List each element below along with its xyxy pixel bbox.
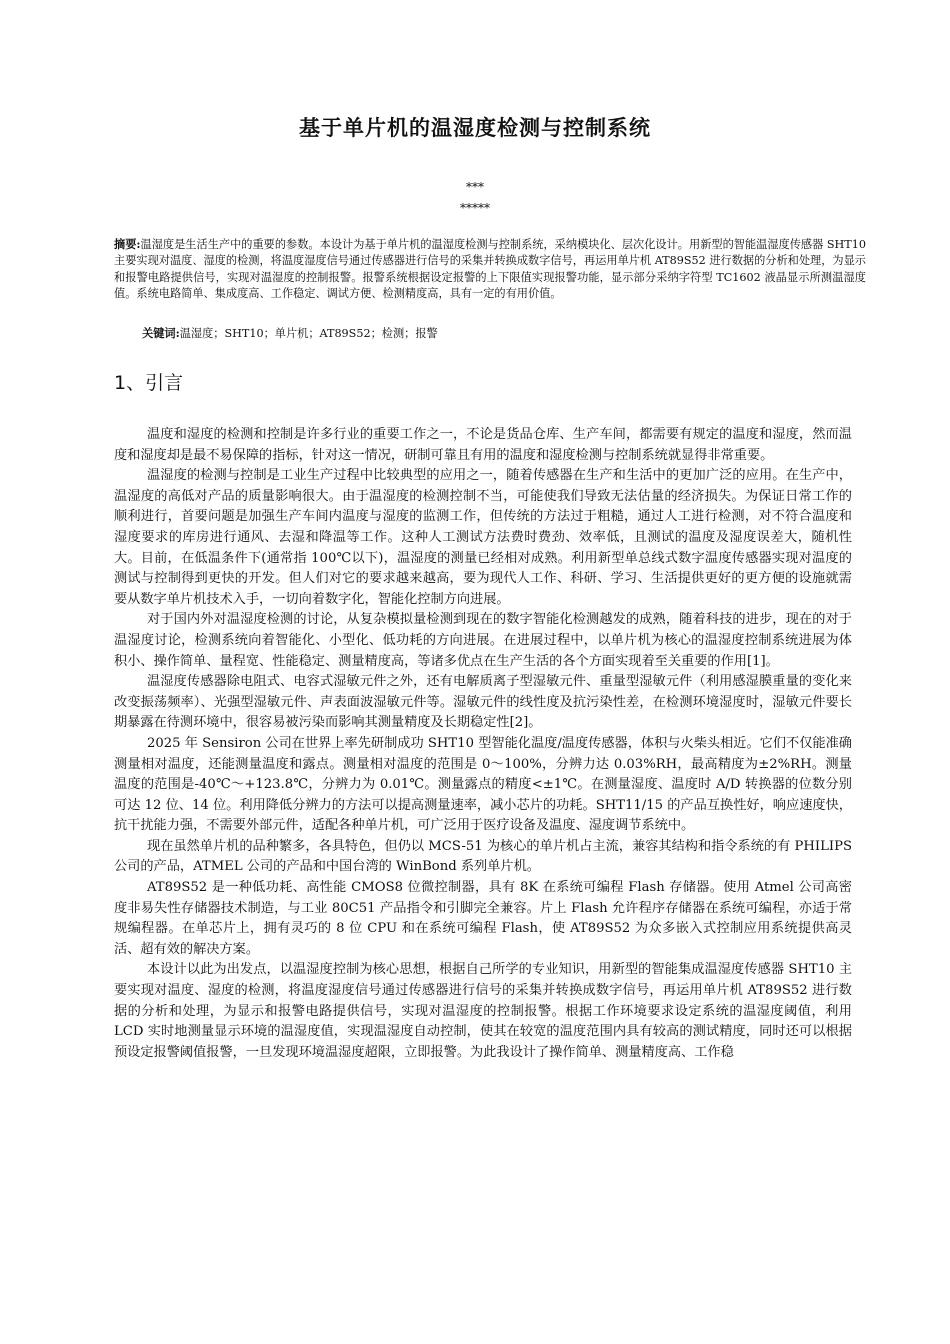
body-text <box>114 425 852 1063</box>
paragraph: 温湿度的检测与控制是工业生产过程中比较典型的应用之一，随着传感器在生产和生活中的更加广泛的应用。在生产中，温湿度的高低对产品的质量影响很大。由于温湿度的检测控制不当，可能使我们导致无法估量的经济损失。为保证日常工作的顺利进行，首要问题是加强生产车间内温度与湿度的监测工作，但传统的方法过于粗糙，通过人工进行检测，对不符合温度和湿度要求的库房进行通风、去湿和降温等工作。这种人工测试方法费时费劲、效率低，且测试的温度及湿度误差大，随机性大。目前，在低温条件下(通常指 100℃以下)，温湿度的测量已经相对成熟。利用新型单总线式数字温度传感器实现对温度的测试与控制得到更快的开发。但人们对它的要求越来越高，要为现代人工作、科研、学习、生活提供更好的更方便的设施就需要从数字单片机技术入手，一切向着数字化，智能化控制方向进展。 <box>114 468 852 607</box>
abstract-text: 温湿度是生活生产中的重要的参数。本设计为基于单片机的温湿度检测与控制系统，采纳模块化、层次化设计。用新型的智能温湿度传感器 SHT10 主要实现对温度、湿度的检测，将温度湿度信号通过传感器进行信号的采集并转换成数字信号，再运用单片机 AT89S52 进行数据的分析和处理，为显示和报警电路提供信号，实现对温湿度的控制报警。报警系统根据设定报警的上下限值实现报警功能，显示部分采纳字符型 TC1602 液晶显示所测温湿度值。系统电路简单、集成度高、工作稳定、调试方便、检测精度高，具有一定的有用价值。 <box>114 238 866 300</box>
paper-title: 基于单片机的温湿度检测与控制系统 <box>299 116 651 140</box>
paragraph: AT89S52 是一种低功耗、高性能 CMOS8 位微控制器，具有 8K 在系统可编程 Flash 存储器。使用 Atmel 公司高密度非易失性存储器技术制造，与工业 80C51 产品指令和引脚完全兼容。片上 Flash 允许程序存储器在系统可编程，亦适于常规编程器。在单芯片上，拥有灵巧的 8 位 CPU 和在系统可编程 Flash，使 AT89S52 为众多嵌入式控制应用系统提供高灵活、超有效的解决方案。 <box>114 880 852 957</box>
paragraph: 2025 年 Sensiron 公司在世界上率先研制成功 SHT10 型智能化温度/温度传感器，体积与火柴头相近。它们不仅能准确测量相对温度，还能测量温度和露点。测量相对温度的范围是 0～100%，分辨力达 0.03%RH，最高精度为±2%RH。测量温度的范围是-40℃～+123.8℃，分辨力为 0.01℃。测量露点的精度<±1℃。在测量湿度、温度时 A/D 转换器的位数分别可达 12 位、14 位。利用降低分辨力的方法可以提高测量速率，减小芯片的功耗。SHT11/15 的产品互换性好，响应速度快，抗干扰能力强，不需要外部元件，适配各种单片机，可广泛用于医疗设备及温度、湿度调节系统中。 <box>114 735 852 834</box>
paragraph: 对于国内外对温湿度检测的讨论，从复杂模拟量检测到现在的数字智能化检测越发的成熟，随着科技的进步，现在的对于温湿度讨论，检测系统向着智能化、小型化、低功耗的方向进展。在进展过程中，以单片机为核心的温湿度控制系统进展为体积小、操作简单、量程宽、性能稳定、测量精度高，等诸多优点在生产生活的各个方面实现着至关重要的作用[1]。 <box>114 612 852 669</box>
keywords-label: 关键词: <box>142 326 180 340</box>
paragraph: 温度和湿度的检测和控制是许多行业的重要工作之一，不论是货品仓库、生产车间，都需要有规定的温度和湿度，然而温度和湿度却是最不易保障的指标，针对这一情况，研制可靠且有用的温度和湿度检测与控制系统就显得非常重要。 <box>114 427 852 463</box>
paragraph: 温湿度传感器除电阻式、电容式湿敏元件之外，还有电解质离子型湿敏元件、重量型湿敏元件（利用感湿膜重量的变化来改变振荡频率）、光强型湿敏元件、声表面波湿敏元件等。湿敏元件的线性度及抗污染性差，在检测环境湿度时，湿敏元件要长期暴露在待测环境中，很容易被污染而影响其测量精度及长期稳定性[2]。 <box>114 674 852 731</box>
keywords-block <box>114 325 866 342</box>
paragraph: 现在虽然单片机的品种繁多，各具特色，但仍以 MCS-51 为核心的单片机占主流，兼容其结构和指令系统的有 PHILIPS 公司的产品，ATMEL 公司的产品和中国台湾的 WinBond 系列单片机。 <box>114 838 852 875</box>
section-heading: 1、引言 <box>114 372 184 394</box>
abstract-label: 摘要: <box>114 237 141 251</box>
author-line: *** <box>466 180 484 194</box>
keywords-text: 温湿度；SHT10；单片机；AT89S52；检测；报警 <box>179 327 438 340</box>
paragraph: 本设计以此为出发点，以温湿度控制为核心思想，根据自己所学的专业知识，用新型的智能集成温湿度传感器 SHT10 主要实现对温度、湿度的检测，将温度湿度信号通过传感器进行信号的采集并转换成数字信号，再运用单片机 AT89S52 进行数据的分析和处理，为显示和报警电路提供信号，实现对温湿度的控制报警。根据工作环境要求设定系统的温湿度阈值，利用 LCD 实时地测量显示环境的温湿度值，实现温湿度自动控制，使其在较宽的温度范围内具有较高的测试精度，同时还可以根据预设定报警阈值报警，一旦发现环境温湿度超限，立即报警。为此我设计了操作简单、测量精度高、工作稳 <box>114 962 852 1060</box>
affiliation-line: ***** <box>460 201 490 215</box>
abstract-block <box>114 236 866 302</box>
